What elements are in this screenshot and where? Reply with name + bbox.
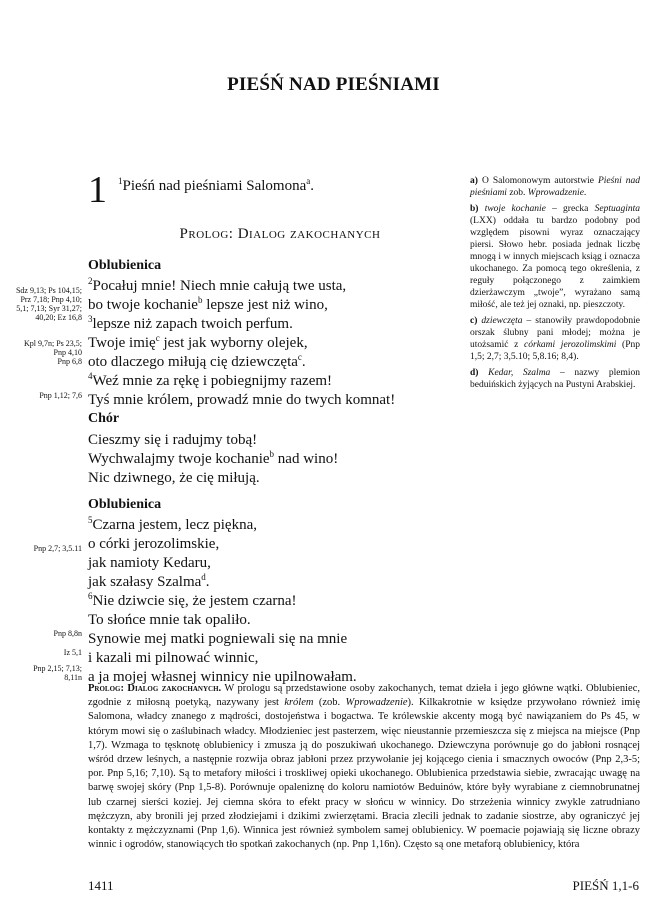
footnote-b: b) twoje kochanie – grecka Septuaginta (LXX) oddała tu bardzo podobny pod względem pisowni wyraz oznaczający piersi. Słowo hebr. posiada jednak liczbę mnogą i w innych miejscach ksiąg i oznacza ukochanego. Za pomocą tego określenia, z reguły połączonego z zaimkiem dzierżawczym „twoje”, wyrażano samą miłość, ale też jej oznaki, np. pieszczoty. — [470, 204, 641, 310]
line-text-rest: nad wino! — [274, 451, 339, 467]
footnote-marker: c — [297, 352, 302, 362]
poem-line — [88, 334, 395, 353]
cross-ref: Pnp 4,10 — [53, 348, 82, 357]
verse-number: 4 — [88, 371, 93, 381]
footnote-marker: b — [269, 449, 275, 459]
poem-block — [88, 277, 395, 410]
verse-text: Pieśń nad pieśniami Salomona — [122, 178, 307, 194]
speaker-label: Oblubienica — [88, 258, 162, 273]
cross-ref: Pnp 8,8n — [53, 629, 82, 638]
cross-references — [0, 0, 82, 700]
line-text: Czarna jestem, lecz piękna, — [92, 517, 258, 533]
line-text: i kazali mi pilnować winnic, — [88, 650, 259, 666]
footnote-c: c) dziewczęta – stanowiły prawdopodobnie orszak ślubny pani młodej; można je utożsamić z córkami jerozolimskimi (Pnp 1,5; 2,7; 3,5.10; 5,8.16; 8,4). — [470, 316, 641, 362]
poem-line — [88, 469, 338, 488]
commentary: Prolog: Dialog zakochanych. W prologu są przedstawione osoby zakochanych, temat dzieła i jego główne wątki. Oblubieniec, zgodnie z miłosną poetyką, nazywany jest królem (zob. Wprowadzenie). Kilkakrotnie w księdze przywołano również imię Salomona, władcy znanego z mądrości, dostojeństwa i bogactwa. Te królewskie akcenty mogą być nawiązaniem do Ps 45, w którym mowi się o zaślubinach władcy. Młodzieniec jest pasterzem, więc nieustannie przemieszcza się z miejsca na miejsce (Pnp 1,7). Wzmaga to tęsknotę oblubienicy i zmusza ją do poszukiwań ukochanego. Dziewczyna porównuje go do jabłoni rosnącej wśród drzew leśnych, a następnie rozwija obraz jabłoni przez przywołanie jej kojącego cienia i smacznych owoców (Pnp 2,3-5; por. Pnp 5,16; 7,10). Są to metafory miłości i troskliwej opieki ukochanego. Oblubienica przedstawia siebie, zwracając uwagę na barwę swojej skóry (Pnp 1,5-8). Porównuje opaleniznę do koloru namiotów Beduinów, które były wyrabiane z ciemnobrunatnej lub czarnej sierści koziej. Jej ciemna skóra to efekt pracy w słońcu w winnicy. Do strzeżenia winnicy zwykle zatrudniano mężczyzn, aby bronili jej przed złodziejami i dzikimi zwierzętami. Bracia zlecili jednak to zadanie siostrze, aby ograniczyć jej kontakty z mężczyznami (Pnp 1,6). Winnica jest również symbolem samej oblubienicy. W poemacie pojawiają się liczne obrazy winnic i ogrodów, stanowiących tło spotkań zakochanych (np. Pnp 1,16n). Często są one metaforą oblubienicy, która — [88, 683, 640, 851]
line-text: jak szałasy Szalma — [88, 574, 202, 590]
footnote-d: d) Kedar, Szalma – nazwy plemion beduińskich żyjących na Pustyni Arabskiej. — [470, 368, 640, 390]
running-reference: PIEŚŃ 1,1-6 — [572, 878, 639, 893]
cross-ref: 40,20; Ez 16,8 — [35, 313, 82, 322]
line-text: Wychwalajmy twoje kochanie — [88, 451, 270, 467]
poem-block — [88, 516, 357, 687]
line-text: Pocałuj mnie! Niech mnie całują twe usta, — [92, 278, 347, 294]
poem-line — [88, 630, 357, 649]
verse-number: 5 — [88, 515, 93, 525]
commentary-lead: Prolog: Dialog zakochanych. — [88, 683, 222, 694]
verse-1 — [118, 177, 314, 196]
footnote-a: a) O Salomonowym autorstwie Pieśni nad pieśniami zob. Wprowadzenie. — [470, 176, 641, 198]
verse-number: 2 — [88, 276, 93, 286]
poem-line — [88, 296, 395, 315]
line-text: Nie dziwcie się, że jestem czarna! — [92, 593, 297, 609]
chapter-number: 1 — [88, 169, 107, 211]
poem-line — [88, 592, 357, 611]
poem-line — [88, 372, 395, 391]
speaker-label: Chór — [88, 411, 120, 426]
poem-line — [88, 391, 395, 410]
verse-text-end: . — [310, 178, 314, 194]
verse-number: 1 — [118, 176, 123, 186]
line-text: Weź mnie za rękę i pobiegnijmy razem! — [92, 373, 333, 389]
cross-ref: Pnp 6,8 — [57, 357, 82, 366]
cross-ref: Pnp 1,12; 7,6 — [39, 391, 82, 400]
line-text: Tyś mnie królem, prowadź mnie do twych komnat! — [88, 392, 396, 408]
line-text: oto dlaczego miłują cię dziewczęta — [88, 354, 298, 370]
line-text-rest: jest jak wyborny olejek, — [159, 335, 308, 351]
book-title: PIEŚŃ NAD PIEŚNIAMI — [227, 74, 440, 95]
section-title: Prolog: Dialog zakochanych — [179, 226, 381, 242]
line-text-rest: . — [205, 574, 210, 590]
cross-ref: 5,1; 7,13; Syr 31,27; — [16, 304, 82, 313]
poem-line — [88, 573, 357, 592]
poem-line — [88, 516, 357, 535]
poem-line — [88, 649, 357, 668]
footnote-marker: b — [197, 295, 203, 305]
poem-line — [88, 353, 395, 372]
poem-line — [88, 450, 338, 469]
cross-ref: Sdz 9,13; Ps 104,15; — [15, 286, 82, 295]
line-text: Nic dziwnego, że cię miłują. — [88, 470, 260, 486]
line-text: Twoje imię — [88, 335, 156, 351]
poem-line — [88, 554, 357, 573]
poem-line — [88, 611, 357, 630]
line-text-rest: . — [301, 354, 306, 370]
poem-line — [88, 431, 338, 450]
footnote-marker: a — [306, 176, 311, 186]
line-text: Synowie mej matki pogniewali się na mnie — [88, 631, 348, 647]
speaker-label: Oblubienica — [88, 497, 162, 512]
cross-ref: Prz 7,18; Pnp 4,10; — [20, 295, 82, 304]
line-text: o córki jerozolimskie, — [88, 536, 220, 552]
poem-line — [88, 535, 357, 554]
line-text: bo twoje kochanie — [88, 297, 198, 313]
cross-ref: Iz 5,1 — [63, 648, 82, 657]
line-text: a ja mojej własnej winnicy nie upilnowałam. — [88, 669, 357, 685]
cross-ref: 8,11n — [64, 673, 82, 682]
poem-block — [88, 431, 338, 488]
line-text: Cieszmy się i radujmy tobą! — [88, 432, 258, 448]
poem-line — [88, 315, 395, 334]
footnotes — [470, 175, 640, 395]
line-text: lepsze niż zapach twoich perfum. — [92, 316, 293, 332]
cross-ref: Kpl 9,7n; Ps 23,5; — [23, 339, 82, 348]
verse-number: 3 — [88, 314, 93, 324]
cross-ref: Pnp 2,15; 7,13; — [33, 664, 82, 673]
page-number: 1411 — [88, 878, 114, 893]
footnote-marker: d — [201, 572, 206, 582]
line-text: jak namioty Kedaru, — [88, 555, 211, 571]
line-text-rest: lepsze jest niż wino, — [202, 297, 328, 313]
line-text: To słońce mnie tak opaliło. — [88, 612, 251, 628]
footnote-marker: c — [155, 333, 160, 343]
verse-number: 6 — [88, 591, 93, 601]
poem-line — [88, 277, 395, 296]
cross-ref: Pnp 2,7; 3,5.11 — [33, 544, 82, 553]
